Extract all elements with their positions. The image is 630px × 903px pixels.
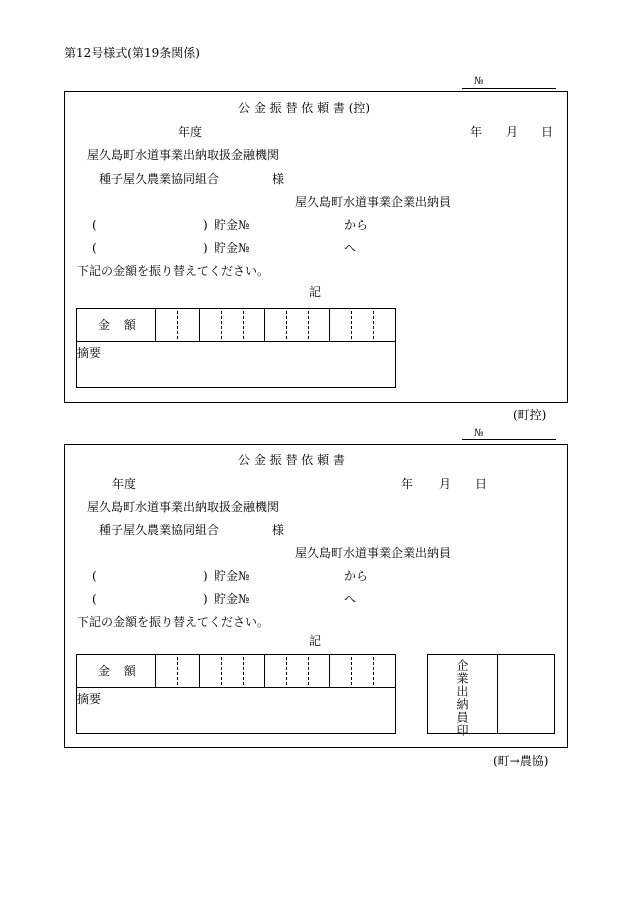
to-label: へ [344,241,357,255]
paren-open: ( [92,569,97,583]
account-label-to: 貯金№ [214,241,250,255]
addressee-name: 種子屋久農業協同組合 [99,523,220,537]
paren-open: ( [92,218,97,232]
no-underline [462,88,556,89]
no-label: № [474,76,484,87]
cell-divider [329,654,330,688]
summary-label: 摘要 [77,692,102,706]
digit-divider [373,657,374,685]
account-label-from: 貯金№ [214,218,250,232]
sender-name: 屋久島町水道事業企業出納員 [295,546,452,560]
digit-divider [351,657,352,685]
date-month-label: 月 [439,477,452,491]
digit-divider [351,311,352,339]
date-year-label: 年 [401,477,414,491]
date-month-label: 月 [506,125,519,139]
ki-label: 記 [309,285,322,299]
date-day-label: 日 [475,477,488,491]
digit-divider [286,311,287,339]
institution-name: 屋久島町水道事業出納取扱金融機関 [87,500,280,514]
digit-divider [308,311,309,339]
paren-close: ) [203,569,208,583]
from-label: から [344,218,369,232]
cell-divider [329,308,330,342]
amount-label: 金 額 [98,318,141,332]
paren-close: ) [203,592,208,606]
cell-divider [155,654,156,688]
table-divider [76,687,396,688]
cell-divider [199,308,200,342]
summary-label: 摘要 [77,346,102,360]
date-day-label: 日 [541,125,554,139]
digit-divider [308,657,309,685]
cell-divider [264,654,265,688]
account-label-from: 貯金№ [214,569,250,583]
amount-label: 金 額 [98,664,141,678]
honorific: 様 [272,172,285,186]
honorific: 様 [272,523,285,537]
digit-divider [177,311,178,339]
seal-divider [497,654,498,734]
no-underline [462,439,556,440]
instruction-text: 下記の金額を振り替えてください。 [77,615,270,629]
digit-divider [243,657,244,685]
paren-close: ) [203,218,208,232]
cell-divider [264,308,265,342]
copy-label: (町→農協) [493,754,549,768]
slip-title: 公 金 振 替 依 頼 書 [238,453,345,467]
digit-divider [373,311,374,339]
addressee-name: 種子屋久農業協同組合 [99,172,220,186]
from-label: から [344,569,369,583]
digit-divider [243,311,244,339]
to-label: へ [344,592,357,606]
seal-label: 企業出納員印 [455,659,469,737]
seal-box [427,654,555,734]
copy-label: (町控) [513,408,547,422]
fiscal-year-label: 年度 [112,477,137,491]
fiscal-year-label: 年度 [178,125,203,139]
paren-open: ( [92,592,97,606]
digit-divider [177,657,178,685]
slip-title: 公 金 振 替 依 頼 書 (控) [238,101,371,115]
digit-divider [221,657,222,685]
instruction-text: 下記の金額を振り替えてください。 [77,264,270,278]
ki-label: 記 [309,634,322,648]
cell-divider [199,654,200,688]
institution-name: 屋久島町水道事業出納取扱金融機関 [87,148,280,162]
no-label: № [474,428,484,439]
sender-name: 屋久島町水道事業企業出納員 [295,195,452,209]
account-label-to: 貯金№ [214,592,250,606]
digit-divider [286,657,287,685]
digit-divider [221,311,222,339]
form-id: 第12号様式(第19条関係) [64,46,200,60]
date-year-label: 年 [470,125,483,139]
table-divider [76,341,396,342]
cell-divider [155,308,156,342]
paren-close: ) [203,241,208,255]
paren-open: ( [92,241,97,255]
